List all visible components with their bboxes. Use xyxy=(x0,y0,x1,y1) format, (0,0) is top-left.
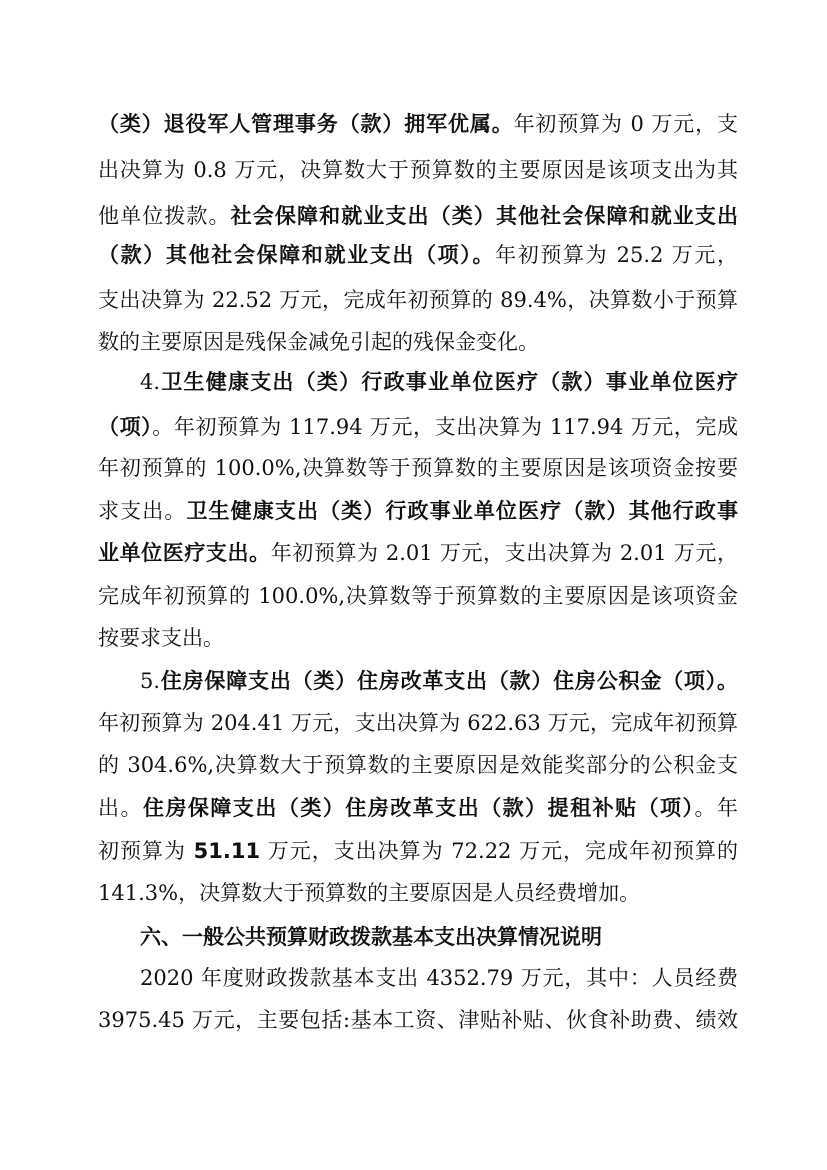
body-text: 年初预算为 25.2 万元， xyxy=(495,243,738,267)
bold-heading-text: 业单位医疗支出。 xyxy=(98,541,271,565)
paragraph-line xyxy=(98,235,738,275)
body-text: 完成年初预算的 100.0%,决算数等于预算数的主要原因是该项资金 xyxy=(98,584,738,608)
body-text: 年初预算为 204.41 万元，支出决算为 622.63 万元，完成年初预算 xyxy=(98,711,738,735)
body-text: 出决算为 0.8 万元，决算数大于预算数的主要原因是该项支出为其 xyxy=(98,158,738,182)
bold-heading-text: 住房保障支出（类）住房改革支出（款）提租补贴（项） xyxy=(142,796,695,820)
paragraph-line xyxy=(98,104,738,144)
body-text: 3975.45 万元，主要包括:基本工资、津贴补贴、伙食补助费、绩效 xyxy=(98,1008,738,1032)
bold-heading-text: （项） xyxy=(98,415,153,439)
body-text: 按要求支出。 xyxy=(98,626,224,650)
body-text: 万元，支出决算为 72.22 万元，完成年初预算的 xyxy=(260,839,738,863)
paragraph-line xyxy=(98,407,738,447)
paragraph-line xyxy=(98,745,738,785)
paragraph-line xyxy=(98,322,738,362)
bold-heading-text: 住房保障支出（类）住房改革支出（款）住房公积金（项）。 xyxy=(160,669,738,693)
body-text: 初预算为 xyxy=(98,839,194,863)
body-text: 支出决算为 22.52 万元，完成年初预算的 89.4%，决算数小于预算 xyxy=(98,288,738,312)
bold-heading-text: （类）退役军人管理事务（款）拥军优属。 xyxy=(98,112,514,136)
bold-heading-text: 卫生健康支出（类）行政事业单位医疗（款）其他行政事 xyxy=(186,499,739,523)
body-text: 的 304.6%,决算数大于预算数的主要原因是效能奖部分的公积金支 xyxy=(98,753,738,777)
body-text: 141.3%，决算数大于预算数的主要原因是人员经费增加。 xyxy=(98,881,641,905)
paragraph-line xyxy=(98,533,738,573)
paragraph-line xyxy=(98,150,738,190)
body-text: 年初预算的 100.0%,决算数等于预算数的主要原因是该项资金按要 xyxy=(98,456,738,480)
bold-number: 51.11 xyxy=(193,839,261,863)
paragraph-line xyxy=(98,448,738,488)
paragraph-line xyxy=(98,1000,738,1040)
body-text: 年初预算为 2.01 万元，支出决算为 2.01 万元， xyxy=(270,541,739,565)
bold-heading-text: （款）其他社会保障和就业支出（项）。 xyxy=(98,243,496,267)
list-number: 5. xyxy=(140,669,161,693)
paragraph-line xyxy=(98,618,738,658)
paragraph-line xyxy=(98,491,738,531)
paragraph-line xyxy=(98,576,738,616)
body-text: 。年 xyxy=(694,796,739,820)
bold-heading-text: 社会保障和就业支出（类）其他社会保障和就业支出 xyxy=(230,204,739,228)
paragraph-line xyxy=(98,873,738,913)
body-text: 2020 年度财政拨款基本支出 4352.79 万元，其中：人员经费 xyxy=(140,966,738,990)
paragraph-line xyxy=(98,703,738,743)
paragraph-line xyxy=(98,831,738,871)
bold-heading-text: 卫生健康支出（类）行政事业单位医疗（款）事业单位医疗 xyxy=(160,370,738,394)
body-text: 年初预算为 0 万元，支 xyxy=(513,112,738,136)
paragraph-line xyxy=(98,280,738,320)
section-heading xyxy=(140,917,738,957)
body-text: 数的主要原因是残保金减免引起的残保金变化。 xyxy=(98,330,539,354)
paragraph-line xyxy=(140,661,738,701)
paragraph-line xyxy=(140,958,738,998)
list-number: 4. xyxy=(140,370,161,394)
paragraph-line xyxy=(98,788,738,828)
body-text: 求支出。 xyxy=(98,499,187,523)
paragraph-line xyxy=(140,362,738,402)
body-text: 他单位拨款。 xyxy=(98,204,231,228)
body-text: 。年初预算为 117.94 万元，支出决算为 117.94 万元，完成 xyxy=(152,415,738,439)
body-text: 出。 xyxy=(98,796,143,820)
paragraph-line xyxy=(98,196,738,236)
section-heading-text: 六、一般公共预算财政拨款基本支出决算情况说明 xyxy=(140,925,602,949)
